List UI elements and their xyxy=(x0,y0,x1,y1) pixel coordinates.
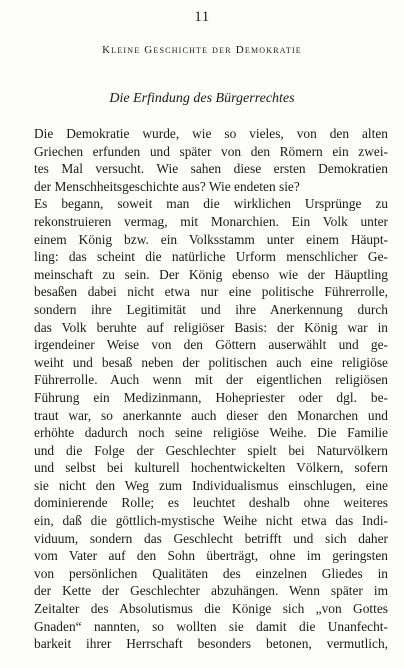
text-line: besaßen dabei nicht etwa nur eine politische Führerrolle, xyxy=(34,284,388,300)
page-number: 11 xyxy=(194,9,210,25)
paragraph-2 xyxy=(34,195,388,652)
text-line: dominierende Rolle; es leuchtet deshalb ohne weiteres xyxy=(34,495,388,511)
text-line: irgendeiner Weise von den Göttern auserwählt und ge- xyxy=(34,337,388,353)
text-line: Zeitalter des Absolutismus die Könige sich „von Gottes xyxy=(34,601,388,617)
body-text xyxy=(34,125,388,653)
text-line: Gnaden“ nannten, so wollten sie damit die Unanfecht- xyxy=(34,618,388,634)
text-line: Es begann, soweit man die wirklichen Ursprünge zu xyxy=(34,196,388,212)
section-title: Die Erfindung des Bürgerrechtes xyxy=(109,91,295,106)
text-line: Griechen erfunden und später von den Römern ein zwei- xyxy=(34,143,388,159)
text-line: sie nicht den Weg zum Individualismus einschlugen, eine xyxy=(34,477,388,493)
text-line: weiht und besaß neben der politischen auch eine religiöse xyxy=(34,354,388,370)
text-line: der Kette der Geschlechter abzuhängen. Wenn später im xyxy=(34,583,388,599)
text-line: Die Demokratie wurde, wie so vieles, von den alten xyxy=(34,126,388,141)
text-line: vom Vater auf den Sohn überträgt, ohne im geringsten xyxy=(34,548,388,564)
text-line: Führerrolle. Auch wenn mit der eigentlichen religiösen xyxy=(34,372,388,388)
paragraph-1 xyxy=(34,125,388,195)
text-line: viduum, sondern das Geschlecht betrifft und sich daher xyxy=(34,530,388,546)
text-line: Führung ein Medizinmann, Hohepriester oder dgl. be- xyxy=(34,389,388,405)
text-line: und selbst bei kulturell hochentwickelten Völkern, sofern xyxy=(34,460,388,476)
text-line: tes Mal versucht. Wie sahen diese ersten Demokratien xyxy=(34,161,388,177)
text-line: rekonstruieren vermag, mit Monarchien. Ein Volk unter xyxy=(34,213,388,229)
text-line: erhöhte dadurch noch seine religiöse Weihe. Die Familie xyxy=(34,425,388,441)
text-line: sondern ihre Legitimität und ihre Anerkennung durch xyxy=(34,301,388,317)
text-line: ein, daß die göttlich-mystische Weihe nicht etwa das Indi- xyxy=(34,513,388,529)
text-line: einem König bzw. ein Volksstamm unter einem Häupt- xyxy=(34,231,388,247)
text-line: meinschaft zu sein. Der König ebenso wie der Häuptling xyxy=(34,266,388,282)
text-line: traut war, so anerkannte auch dieser den Monarchen und xyxy=(34,407,388,423)
text-line: barkeit ihrer Herrschaft besonders betonen, vermutlich, xyxy=(34,636,388,652)
chapter-title: Kleine Geschichte der Demokratie xyxy=(102,44,302,56)
text-line: und die Folge der Geschlechter spielt bei Naturvölkern xyxy=(34,442,388,458)
text-line: von persönlichen Qualitäten des einzelnen Gliedes in xyxy=(34,565,388,581)
text-line: ling: das scheint die natürliche Urform menschlicher Ge- xyxy=(34,249,388,265)
text-line: das Volk beruhte auf religiöser Basis: der König war in xyxy=(34,319,388,335)
text-line: der Menschheitsgeschichte aus? Wie endeten sie? xyxy=(34,178,300,194)
